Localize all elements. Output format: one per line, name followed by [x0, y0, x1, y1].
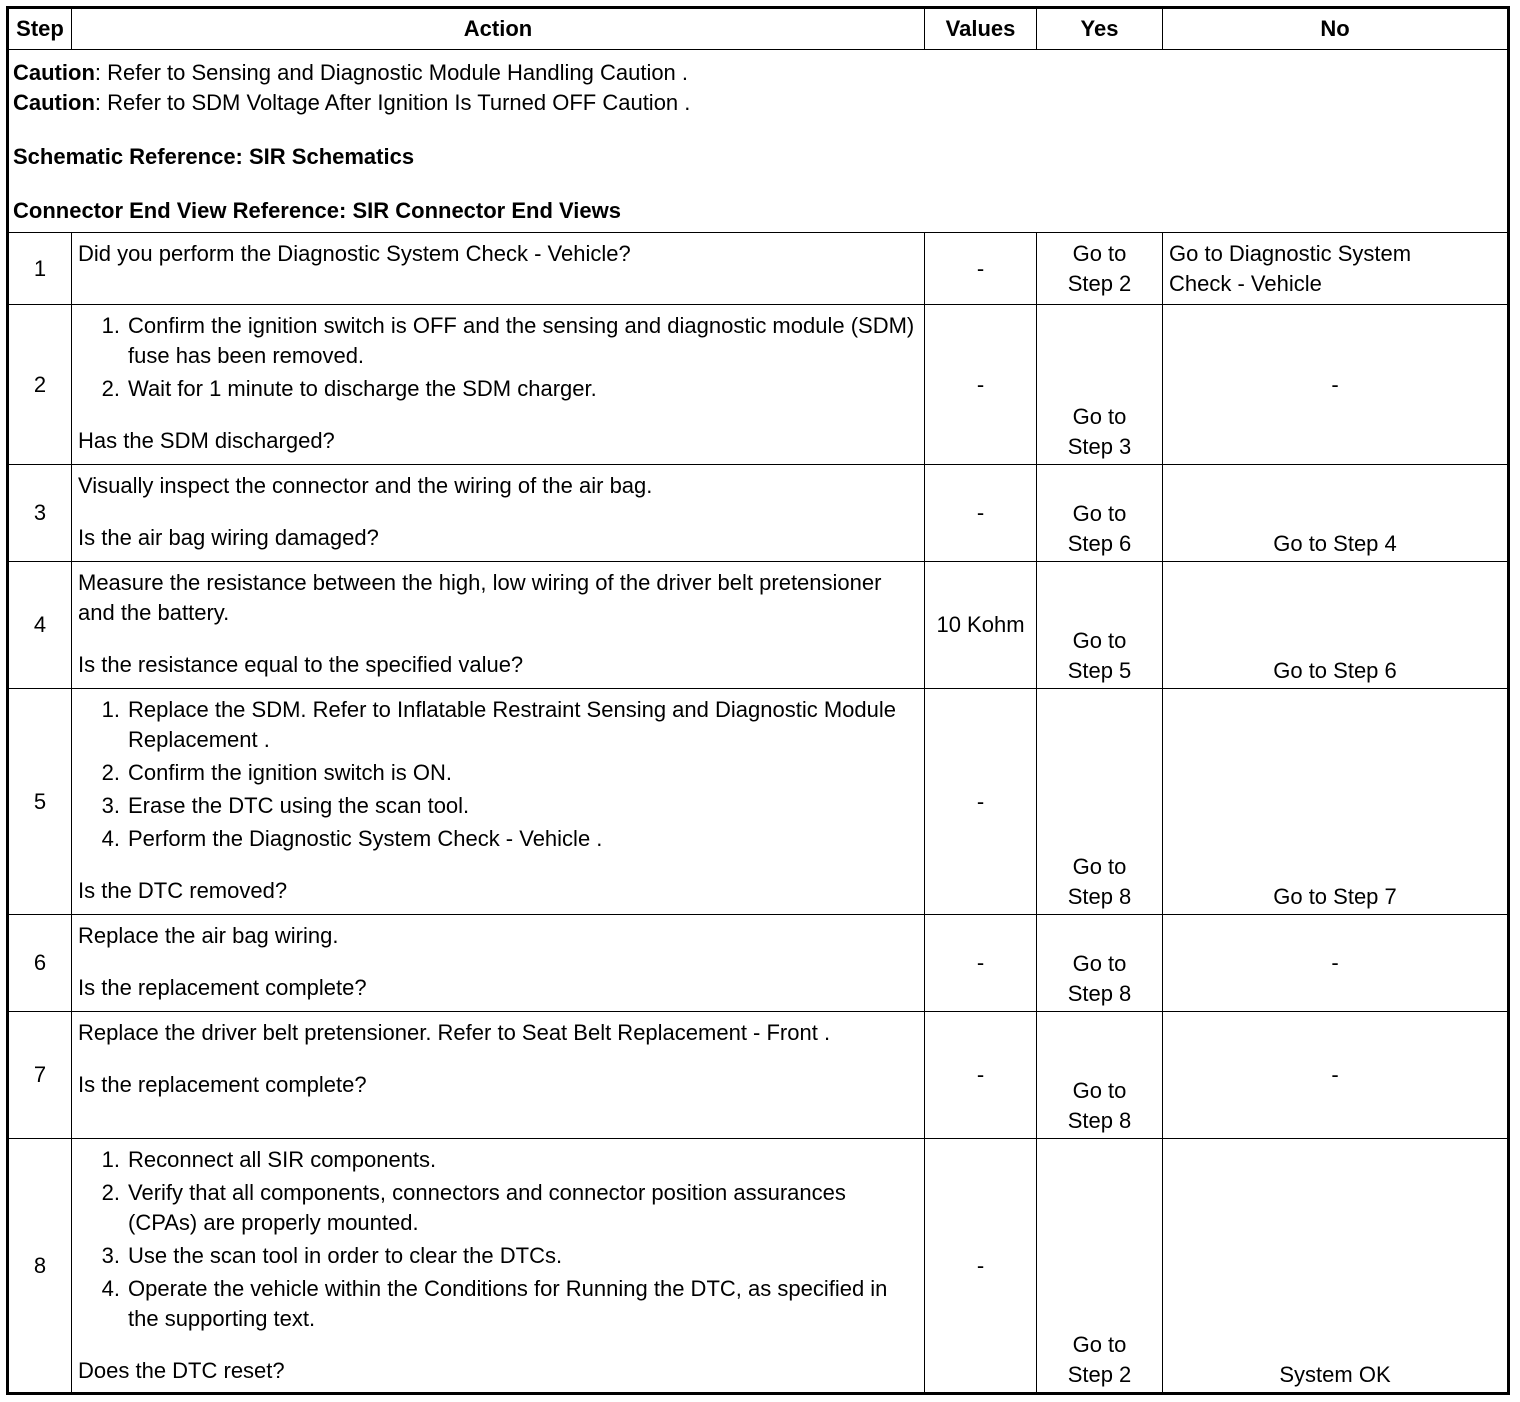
step-number: 8	[8, 1139, 72, 1394]
diagnostic-table	[6, 6, 1510, 1395]
no-cell: Go to Step 7	[1163, 689, 1509, 915]
list-item: 4. Operate the vehicle within the Conditions for Running the DTC, as specified in the supporting text.	[101, 1276, 888, 1331]
table-row	[8, 915, 1509, 1012]
yes-line: Step 2	[1067, 1362, 1132, 1387]
no-cell: -	[1163, 915, 1509, 1012]
table-row	[8, 233, 1509, 305]
step-number: 6	[8, 915, 72, 1012]
header-action: Action	[72, 8, 925, 50]
action-cell	[72, 1012, 925, 1139]
caution-cell	[8, 50, 1509, 233]
yes-cell	[1037, 233, 1163, 305]
value-cell: -	[925, 465, 1037, 562]
header-yes: Yes	[1037, 8, 1163, 50]
yes-line: Go to	[1072, 854, 1127, 879]
yes-line: Step 2	[1067, 271, 1132, 296]
table-row	[8, 305, 1509, 465]
yes-cell	[1037, 1012, 1163, 1139]
header-step: Step	[8, 8, 72, 50]
table-row	[8, 465, 1509, 562]
action-cell	[72, 689, 925, 915]
list-item-text: Use the scan tool in order to clear the DTCs.	[128, 1243, 563, 1268]
list-item: 4. Perform the Diagnostic System Check - Vehicle .	[101, 826, 603, 851]
list-item-text: Replace the SDM. Refer to Inflatable Restraint Sensing and Diagnostic Module Replacement .	[128, 697, 896, 752]
yes-cell	[1037, 305, 1163, 465]
yes-cell	[1037, 915, 1163, 1012]
yes-line: Step 8	[1067, 1108, 1132, 1133]
yes-line: Step 5	[1067, 658, 1132, 683]
question-text: Does the DTC reset?	[78, 1358, 285, 1383]
table-row	[8, 562, 1509, 689]
spacer	[13, 172, 1503, 196]
table-row	[8, 689, 1509, 915]
no-line: Go to Diagnostic System	[1169, 241, 1412, 266]
action-cell	[72, 915, 925, 1012]
question-text: Is the resistance equal to the specified value?	[78, 652, 524, 677]
question-text: Is the replacement complete?	[78, 975, 367, 1000]
yes-line: Step 3	[1067, 434, 1132, 459]
caution-label: Caution	[13, 60, 95, 85]
list-item: 2. Confirm the ignition switch is ON.	[101, 760, 452, 785]
step-number: 1	[8, 233, 72, 305]
step-number: 5	[8, 689, 72, 915]
list-item-text: Perform the Diagnostic System Check - Vehicle .	[128, 826, 603, 851]
list-item: 2. Wait for 1 minute to discharge the SDM charger.	[101, 376, 597, 401]
caution-row	[8, 50, 1509, 233]
list-item-text: Operate the vehicle within the Conditions for Running the DTC, as specified in the supporting text.	[128, 1276, 888, 1331]
no-cell	[1163, 233, 1509, 305]
header-no: No	[1163, 8, 1509, 50]
no-cell: Go to Step 4	[1163, 465, 1509, 562]
yes-line: Step 8	[1067, 884, 1132, 909]
list-item-text: Verify that all components, connectors and connector position assurances (CPAs) are properly mounted.	[128, 1180, 846, 1235]
yes-line: Go to	[1072, 1078, 1127, 1103]
action-cell	[72, 233, 925, 305]
yes-cell	[1037, 689, 1163, 915]
caution-text: : Refer to Sensing and Diagnostic Module Handling Caution .	[94, 60, 689, 85]
value-cell: -	[925, 1139, 1037, 1394]
header-values: Values	[925, 8, 1037, 50]
action-text: Replace the driver belt pretensioner. Refer to Seat Belt Replacement - Front .	[78, 1020, 831, 1045]
yes-line: Go to	[1072, 628, 1127, 653]
caution-label: Caution	[13, 90, 95, 115]
value-cell: -	[925, 689, 1037, 915]
table-row	[8, 1012, 1509, 1139]
value-cell: -	[925, 1012, 1037, 1139]
action-text: Visually inspect the connector and the wiring of the air bag.	[78, 473, 653, 498]
no-line: Check - Vehicle	[1169, 271, 1322, 296]
action-list	[78, 695, 918, 854]
spacer	[13, 118, 1503, 142]
yes-line: Go to	[1072, 404, 1127, 429]
value-cell: 10 Kohm	[925, 562, 1037, 689]
action-cell	[72, 465, 925, 562]
yes-line: Go to	[1072, 501, 1127, 526]
list-item: 1. Replace the SDM. Refer to Inflatable Restraint Sensing and Diagnostic Module Replacement .	[101, 697, 896, 752]
action-list	[78, 311, 918, 404]
step-number: 4	[8, 562, 72, 689]
question-text: Is the replacement complete?	[78, 1072, 367, 1097]
yes-cell	[1037, 562, 1163, 689]
list-item-text: Wait for 1 minute to discharge the SDM charger.	[128, 376, 597, 401]
list-item: 1. Reconnect all SIR components.	[101, 1147, 437, 1172]
yes-line: Step 6	[1067, 531, 1132, 556]
no-cell: Go to Step 6	[1163, 562, 1509, 689]
no-cell: -	[1163, 1012, 1509, 1139]
list-item-text: Erase the DTC using the scan tool.	[128, 793, 470, 818]
list-item-text: Confirm the ignition switch is OFF and the sensing and diagnostic module (SDM) fuse has been removed.	[128, 313, 915, 368]
action-cell	[72, 305, 925, 465]
table-row	[8, 1139, 1509, 1394]
no-cell: -	[1163, 305, 1509, 465]
caution-text: : Refer to SDM Voltage After Ignition Is Turned OFF Caution .	[94, 90, 691, 115]
list-item: 1. Confirm the ignition switch is OFF and the sensing and diagnostic module (SDM) fuse has been removed.	[101, 313, 915, 368]
action-text: Measure the resistance between the high, low wiring of the driver belt pretensioner and the battery.	[78, 570, 882, 625]
action-cell	[72, 1139, 925, 1394]
action-text: Replace the air bag wiring.	[78, 923, 339, 948]
list-item: 3. Erase the DTC using the scan tool.	[101, 793, 470, 818]
yes-line: Step 8	[1067, 981, 1132, 1006]
header-row	[8, 8, 1509, 50]
connector-reference: Connector End View Reference: SIR Connector End Views	[13, 198, 621, 223]
value-cell: -	[925, 233, 1037, 305]
list-item-text: Reconnect all SIR components.	[128, 1147, 437, 1172]
question-text: Is the DTC removed?	[78, 878, 288, 903]
no-cell: System OK	[1163, 1139, 1509, 1394]
step-number: 3	[8, 465, 72, 562]
yes-line: Go to	[1072, 1332, 1127, 1357]
value-cell: -	[925, 305, 1037, 465]
list-item-text: Confirm the ignition switch is ON.	[128, 760, 452, 785]
yes-cell	[1037, 1139, 1163, 1394]
list-item: 3. Use the scan tool in order to clear the DTCs.	[101, 1243, 563, 1268]
action-text: Did you perform the Diagnostic System Check - Vehicle?	[78, 241, 631, 266]
yes-line: Go to	[1072, 241, 1127, 266]
question-text: Is the air bag wiring damaged?	[78, 525, 379, 550]
list-item: 2. Verify that all components, connectors and connector position assurances (CPAs) are properly mounted.	[101, 1180, 846, 1235]
action-list	[78, 1145, 918, 1334]
action-cell	[72, 562, 925, 689]
yes-cell	[1037, 465, 1163, 562]
caution-line-1	[13, 58, 1503, 88]
value-cell: -	[925, 915, 1037, 1012]
schematic-reference: Schematic Reference: SIR Schematics	[13, 144, 415, 169]
question-text: Has the SDM discharged?	[78, 428, 335, 453]
step-number: 7	[8, 1012, 72, 1139]
caution-line-2	[13, 88, 1503, 118]
yes-line: Go to	[1072, 951, 1127, 976]
step-number: 2	[8, 305, 72, 465]
